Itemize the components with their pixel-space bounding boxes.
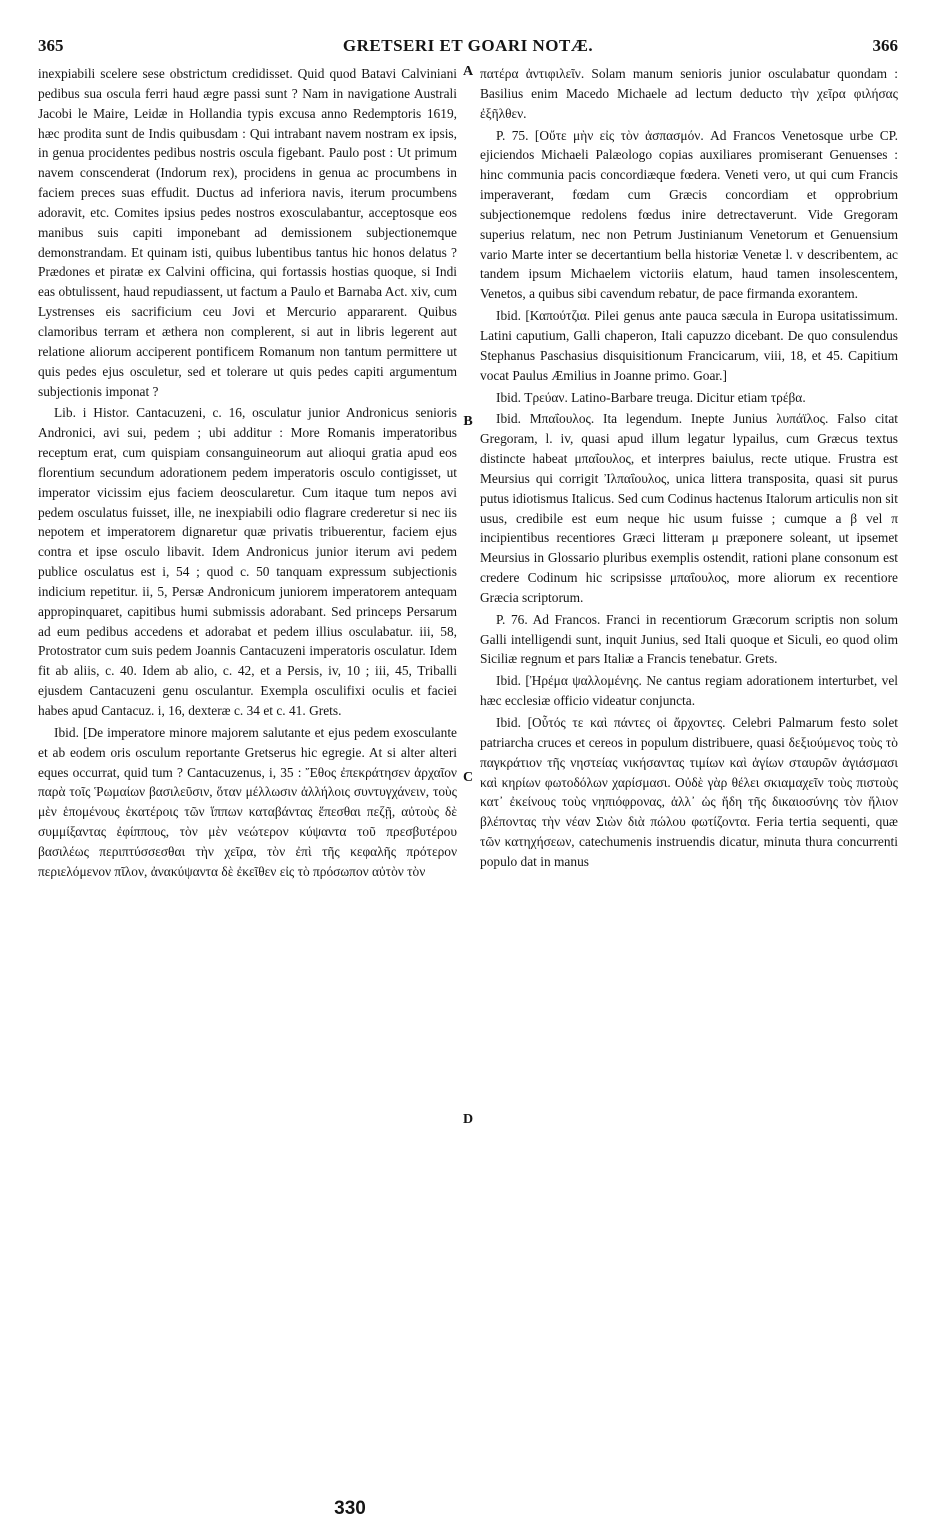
paragraph: Ibid. Τρεύαν. Latino-Barbare treuga. Dicitur etiam τρέβα. xyxy=(496,389,806,405)
paragraph: Ibid. Μπαΐουλος. Ita legendum. Inepte Junius λυπάϊλος. Falso citat Gregoram, l. iv, quasi apud illum legatur lypailus, cum Græcus textus distincte habeat μπαΐουλος, et interpres baiulus, recte utique. Frustra est Meursius qui corrigit Ἰλπαΐουλος, unica littera transposita, quasi sit purus putus idiotismus Italicus. Sed cum Codinus hactenus Italorum articulis non sit usus, credibile est eum neque hic usum fuisse ; cumque a β vel π incipientibus recentiores Græci litteram μ præponere soleant, ut ipsemet Meursius in Glossario pluribus exemplis ostendit, rationi plane consonum est credere Codinum hic scripsisse μπαΐουλος, more aliorum ex recentiore Græcia scriptorum. xyxy=(480,411,898,605)
margin-marker-a: A xyxy=(462,64,474,79)
paragraph: Ibid. [De imperatore minore majorem salutante et ejus pedem exosculante et ab eodem oris osculum reportante Gretserus hic egregie. At si alter alteri eques occurrat, quid tum ? Cantacuzenus, i, 35 : Ἔθος ἐπεκράτησεν ἀρχαῖον παρὰ τοῖς Ῥωμαίων βασιλεῦσιν, ὅταν μέλλωσιν ἀλλήλοις συντυγχάνειν, τοὺς μὲν ἑπομένους ἑκατέροις τῶν ἵππων καταβάντας ἕπεσθαι πεζῇ, αὐτοὺς δὲ συμμίξαντας ἐφίππους, τὸν μὲν νεώτερον κύψαντα τοῦ πρεσβυτέρου βασιλέως περιπτύσσεσθαι τὴν χεῖρα, τὸν ἐπὶ τῆς κεφαλῆς πρότερον περιελόμενον πῖλον, ἀνακύψαντα δὲ ἐκεῖθεν εἰς τὸ πρόσωπον αὐτὸν τὸν xyxy=(38,724,457,879)
paragraph: πατέρα ἀντιφιλεῖν. Solam manum senioris junior osculabatur quondam : Basilius enim Macedo Michaele ad lectum deducto τὴν χεῖρα φιλήσας ἐξῆλθεν. xyxy=(480,66,898,121)
paragraph: inexpiabili scelere sese obstrictum credidisset. Quid quod Batavi Calviniani pedibus sua oscula ferri haud ægre passi sunt ? Nam in navigatione Australi Jacobi le Maire, Leidæ in Hollandia typis excusa anno Redemptoris 1619, hæc prodita sunt de Indis quibusdam : Qui intrabant navem nostram ex ipsis, in genua procidentes pedibus nostris oscula figebant. Paulo post : Ut primum navem conscenderat (Indorum rex), procidens in genua ac procumbens in faciem preces suas effudit. Ductus ad inferiora navis, iterum procumbens adoravit, etc. Comites ipsius pedes nostros exosculabantur, acceptosque eos manibus suis capiti imponebant ad demissionem subjectionemque demonstrandam. Et quinam isti, quibus lubentibus tantus hic honos delatus ? Prædones et piratæ ex Calvini officina, qui fortassis hostias quoque, si Indi eas obtulissent, haud repudiassent, ut factum a Paulo et Barnaba Act. xiv, cum Lystrenses eis sacrificium ceu Jovi et Mercurio appararent. Quibus clamoribus terram et æthera non complerent, si aut in libris legerent aut relatione aliorum acciperent pontificem Romanum non tantum permittere ut quis pedes ejus osculetur, sed et tolerare ut quis pedes capiti argumentum subjectionis imponat ? xyxy=(38,66,457,399)
margin-marker-b: B xyxy=(463,414,473,429)
left-column xyxy=(38,64,457,884)
margin-marker-d: D xyxy=(462,1112,474,1127)
paragraph: Lib. i Histor. Cantacuzeni, c. 16, osculatur junior Andronicus senioris Andronici, avi sui, pedem ; ubi additur : More Romanis imperatoribus receptum erat, cum quispiam consanguineorum aut alioqui gratia apud eos florentium secundum adorationem pedem imperatoris osculo contigisset, ut imperator vicissim ejus faciem deoscularetur. Cum itaque tum nepos avi pedem osculatus fuisset, ille, ne inexpiabili odio flagrare crederetur si nec iis nepotem et imperatorem dignaretur quæ privatis tribuerentur, faciem ejus contra et ipse osculo libavit. Idem Andronicus junior iterum avi pedem publice osculatus est i, 54 ; quod c. 50 tanquam expressum subjectionis indicium repetitur. ii, 5, Persæ Andronicum juniorem imperatorem antequam appropinquaret, capitibus humi submissis adorabant. Sed princeps Persarum ad eum pedibus accedens et adorabat et pedem illius osculabatur. iii, 58, Protostrator cum suis pedem Joannis Cantacuzeni imperatoris osculatur. Idem fit ab aliis, c. 40. Idem ab alio, c. 42, et a Persis, iv, 10 ; iii, 45, Triballi ejusdem Cantacuzeni genu osculantur. Exempla osculifixi oculis et faciei habes apud Cantacuz. i, 16, dexteræ c. 34 et c. 41. Grets. xyxy=(38,405,457,718)
page-number-left: 365 xyxy=(38,36,64,55)
right-column xyxy=(480,64,898,874)
running-title: GRETSERI ET GOARI NOTÆ. xyxy=(342,36,594,55)
paragraph: Ibid. [Ἠρέμα ψαλλομένης. Ne cantus regiam adorationem interturbet, vel hæc ecclesiæ officio videatur conjuncta. xyxy=(480,673,898,709)
paragraph: P. 75. [Οὔτε μὴν εἰς τὸν ἀσπασμόν. Ad Francos Venetosque urbe CP. ejiciendos Michaeli Palæologo copias auxiliares promiserant Genuenses : hinc communia pacis concordiæque fœdera. Veneti vero, ut qui cum Francis imperaverant, fœdam cum Græcis concordiam et opprobrium subjectionemque redolens fœdus inire detrectaverunt. Vide Gregoram superius relatum, nec non Petrum Justinianum Venetorum et Genuensium vario Marte inter se decertantium bella historiæ Venetæ l. v describentem, ac tandem ipsum Michaelem victoriis elatum, haud tamen insolescentem, Venetos, a quibus sibi cavendum rebatur, de pace firmanda exorantem. xyxy=(480,127,898,302)
paragraph: Ibid. [Καπούτζια. Pilei genus ante pauca sæcula in Europa usitatissimum. Latini caputium, Galli chaperon, Itali capuzzo dicebant. De quo consulendus Stephanus Paschasius disquisitionum Francicarum, viii, 18, et 45. Capitium vocat Paulus Æmilius in Joanne primo. Goar.] xyxy=(480,308,898,383)
page-number-right: 366 xyxy=(872,36,898,55)
margin-marker-c: C xyxy=(462,770,474,785)
paragraph: Ibid. [Οὗτός τε καὶ πάντες οἱ ἄρχοντες. Celebri Palmarum festo solet patriarcha cruces et cereos in populum distribuere, quasi δεξιούμενος τοὺς τὸ παγκράτιον τῆς νηστείας νικήσαντας τιμίων καὶ ἁγίων σταυρῶν ἁγιάσμασι καὶ κηρίων φωτοδόλων χαρίσμασι. Οὐδὲ γὰρ θέλει σκιαμαχεῖν τοὺς πιστοὺς κατ᾽ ἐκείνους τοὺς νηπιόφρονας, ἀλλ᾽ ὡς ἤδη τῆς δικαιοσύνης τὸν ἥλιον βλέποντας τὴν νέαν Σιὼν διὰ πώλου φωτίζοντα. Feria tertia sequenti, quæ τῶν κατηχήσεων, catechumenis instruendis dicatur, minuta thura concurrenti populo dat in manus xyxy=(480,715,898,869)
column-number: 330 xyxy=(334,1498,366,1519)
page-header xyxy=(38,36,898,62)
paragraph: P. 76. Ad Francos. Franci in recentiorum Græcorum scriptis non solum Galli intelligendi sunt, inquit Junius, sed Itali quoque et Siculi, eo quod olim Siciliæ regnum et pars Italiæ a Francis tenebatur. Grets. xyxy=(480,611,898,667)
